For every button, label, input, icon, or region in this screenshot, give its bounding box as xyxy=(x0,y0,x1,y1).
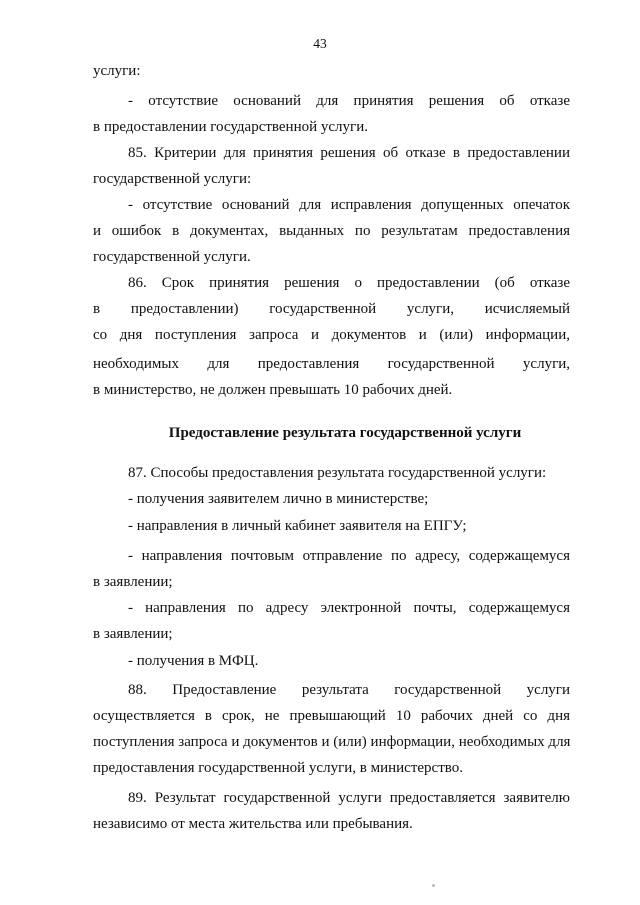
text-line: в заявлении; xyxy=(93,626,173,642)
text-line: - отсутствие оснований для исправления допущенных опечаток xyxy=(128,197,570,213)
text-line: в министерство, не должен превышать 10 рабочих дней. xyxy=(93,382,453,398)
text-line: поступления запроса и документов и (или) информации, необходимых для xyxy=(93,734,571,750)
page-number: 43 xyxy=(313,36,327,51)
text-line: государственной услуги. xyxy=(93,249,251,265)
text-line: в заявлении; xyxy=(93,574,173,590)
text-line: 87. Способы предоставления результата государственной услуги: xyxy=(128,465,547,481)
text-line: - направления почтовым отправление по адресу, содержащемуся xyxy=(128,548,570,564)
section-heading: Предоставление результата государственной услуги xyxy=(168,425,522,441)
text-line: предоставления государственной услуги, в министерство. xyxy=(93,760,463,776)
text-line: - получения в МФЦ. xyxy=(128,653,259,669)
text-line: - направления в личный кабинет заявителя на ЕПГУ; xyxy=(128,518,467,534)
text-line: независимо от места жительства или пребывания. xyxy=(93,816,413,832)
text-line: и ошибок в документах, выданных по результатам предоставления xyxy=(93,223,570,239)
scan-speck xyxy=(432,884,435,887)
text-line: - отсутствие оснований для принятия решения об отказе xyxy=(128,93,570,109)
text-line: со дня поступления запроса и документов и (или) информации, xyxy=(93,327,570,343)
text-line: в предоставлении) государственной услуги, исчисляемый xyxy=(93,301,570,317)
text-line: в предоставлении государственной услуги. xyxy=(93,119,368,135)
text-line: - направления по адресу электронной почты, содержащемуся xyxy=(128,600,570,616)
text-line: - получения заявителем лично в министерстве; xyxy=(128,491,429,507)
text-line: 89. Результат государственной услуги предоставляется заявителю xyxy=(128,790,570,806)
text-line: 86. Срок принятия решения о предоставлении (об отказе xyxy=(128,275,570,291)
text-line: государственной услуги: xyxy=(93,171,252,187)
text-line: необходимых для предоставления государственной услуги, xyxy=(93,356,570,372)
text-line: 85. Критерии для принятия решения об отказе в предоставлении xyxy=(128,145,570,161)
text-line: осуществляется в срок, не превышающий 10 рабочих дней со дня xyxy=(93,708,570,724)
text-line: 88. Предоставление результата государственной услуги xyxy=(128,682,570,698)
text-line: услуги: xyxy=(93,63,141,79)
